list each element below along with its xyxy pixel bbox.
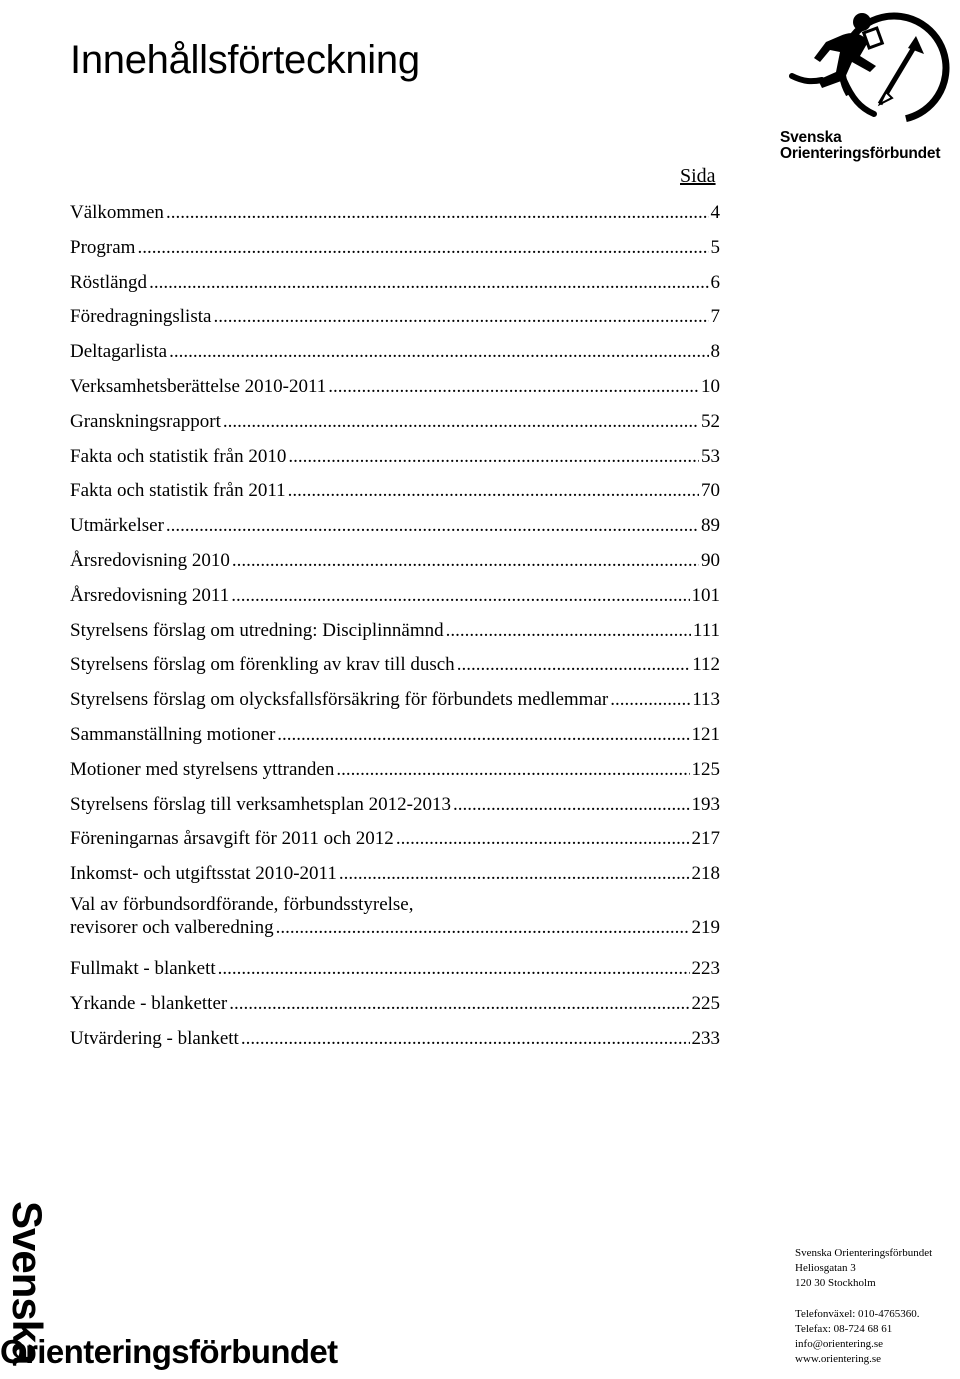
toc-page-number: 125 — [691, 758, 720, 780]
footer-wordmark — [0, 1185, 400, 1375]
toc-label: Verksamhetsberättelse 2010-2011 — [70, 375, 327, 397]
toc-label: Fakta och statistik från 2011 — [70, 480, 286, 502]
toc-label: Fullmakt - blankett — [70, 957, 216, 979]
toc-entry[interactable] — [70, 892, 720, 952]
dot-leader — [218, 952, 690, 987]
toc-page-number: 10 — [701, 375, 720, 397]
toc-page-number: 70 — [701, 480, 720, 502]
toc-label: Program — [70, 236, 136, 258]
dot-leader — [328, 370, 699, 405]
toc-label: Välkommen — [70, 202, 164, 223]
toc-entry[interactable] — [70, 579, 720, 614]
address-spacer — [795, 1291, 955, 1307]
toc-page-number: 6 — [710, 271, 720, 293]
brand-name — [780, 130, 955, 162]
dot-leader — [137, 231, 708, 266]
toc-label: Föreningarnas årsavgift för 2011 och 2012 — [70, 828, 394, 850]
toc-entry[interactable] — [70, 266, 720, 301]
dot-leader — [610, 683, 690, 718]
toc-entry[interactable] — [70, 614, 720, 649]
toc-page-number: 53 — [701, 445, 720, 467]
toc-label: Styrelsens förslag om olycksfallsförsäkring för förbundets medlemmar — [70, 689, 609, 711]
toc-page-number: 8 — [710, 341, 720, 363]
toc-page-number: 7 — [710, 306, 720, 328]
toc-entry[interactable] — [70, 335, 720, 370]
address-fax: Telefax: 08-724 68 61 — [795, 1323, 893, 1335]
toc-entry[interactable] — [70, 1022, 720, 1057]
toc-entry[interactable] — [70, 300, 720, 335]
toc-page-number: 113 — [692, 689, 720, 711]
contact-address — [795, 1246, 955, 1367]
dot-leader — [241, 1022, 690, 1057]
dot-leader — [288, 474, 699, 509]
toc-label: Styrelsens förslag till verksamhetsplan 2012-2013 — [70, 793, 451, 815]
brand-line-2: Orienteringsförbundet — [780, 145, 941, 162]
toc-page-number: 218 — [691, 863, 720, 885]
toc-page-number: 90 — [701, 549, 720, 571]
dot-leader — [396, 822, 690, 857]
toc-entry[interactable] — [70, 370, 720, 405]
dot-leader — [231, 579, 689, 614]
dot-leader — [457, 648, 691, 683]
toc-entry[interactable] — [70, 440, 720, 475]
address-email[interactable]: info@orientering.se — [795, 1338, 884, 1350]
toc-page-number: 217 — [691, 828, 720, 850]
toc-entry[interactable] — [70, 822, 720, 857]
toc-entry[interactable] — [70, 987, 720, 1022]
toc-label: Röstlängd — [70, 271, 148, 293]
dot-leader — [232, 544, 699, 579]
wordmark-vertical: Svenska — [4, 1201, 51, 1365]
toc-entry[interactable] — [70, 509, 720, 544]
toc-page-number: 5 — [710, 236, 720, 258]
dot-leader — [223, 405, 699, 440]
dot-leader — [166, 509, 699, 544]
toc-entry[interactable] — [70, 788, 720, 823]
address-org: Svenska Orienteringsförbundet — [795, 1247, 933, 1259]
toc-page-number: 193 — [691, 793, 720, 815]
page-title: Innehållsförteckning — [70, 38, 420, 82]
toc-entry[interactable] — [70, 952, 720, 987]
toc-entry[interactable] — [70, 544, 720, 579]
toc-label: Föredragningslista — [70, 306, 212, 328]
toc-label: Granskningsrapport — [70, 410, 221, 432]
dot-leader — [277, 718, 689, 753]
toc-label: Styrelsens förslag om utredning: Disciplinnämnd — [70, 619, 444, 641]
address-web[interactable]: www.orientering.se — [795, 1353, 882, 1365]
toc-entry[interactable] — [70, 474, 720, 509]
toc-label: Sammanställning motioner — [70, 723, 276, 745]
dot-leader — [336, 753, 689, 788]
dot-leader — [276, 916, 690, 939]
toc-label: Fakta och statistik från 2010 — [70, 445, 287, 467]
toc-label: Deltagarlista — [70, 341, 168, 363]
toc-label: Inkomst- och utgiftsstat 2010-2011 — [70, 863, 337, 885]
toc-page-number: 233 — [691, 1027, 720, 1049]
dot-leader — [339, 857, 690, 892]
table-of-contents — [70, 196, 720, 1056]
toc-label: Motioner med styrelsens yttranden — [70, 758, 335, 780]
wordmark-horizontal: Orienteringsförbundet — [0, 1333, 338, 1370]
toc-page-number: 225 — [691, 992, 720, 1014]
toc-page-number: 4 — [710, 202, 720, 223]
toc-entry[interactable] — [70, 231, 720, 266]
address-city: 120 30 Stockholm — [795, 1277, 876, 1289]
toc-label: Val av förbundsordförande, förbundsstyrelse, — [70, 893, 414, 915]
toc-page-number: 121 — [691, 723, 720, 745]
toc-label: Utvärdering - blankett — [70, 1027, 239, 1049]
toc-page-number: 223 — [691, 957, 720, 979]
toc-page-number: 112 — [692, 654, 720, 676]
toc-label-continued: revisorer och valberedning — [70, 916, 274, 938]
address-phone: Telefonväxel: 010-4765360. — [795, 1308, 920, 1320]
dot-leader — [166, 196, 709, 231]
toc-entry[interactable] — [70, 857, 720, 892]
dot-leader — [169, 335, 708, 370]
toc-page-number: 101 — [691, 584, 720, 606]
dot-leader — [453, 788, 690, 823]
dot-leader — [446, 614, 691, 649]
toc-page-number: 89 — [701, 515, 720, 537]
toc-label: Yrkande - blanketter — [70, 992, 228, 1014]
toc-page-number: 111 — [692, 619, 720, 641]
toc-entry[interactable] — [70, 683, 720, 718]
toc-entry[interactable] — [70, 196, 720, 231]
address-street: Heliosgatan 3 — [795, 1262, 856, 1274]
toc-label: Styrelsens förslag om förenkling av krav till dusch — [70, 654, 455, 676]
page-column-header: Sida — [680, 165, 716, 187]
orienteer-emblem-icon — [782, 8, 954, 128]
toc-entry[interactable] — [70, 648, 720, 683]
dot-leader — [213, 300, 708, 335]
dot-leader — [288, 440, 699, 475]
toc-label: Årsredovisning 2010 — [70, 549, 230, 571]
toc-page-number: 52 — [701, 410, 720, 432]
toc-label: Årsredovisning 2011 — [70, 584, 230, 606]
brand-line-1: Svenska — [780, 129, 842, 146]
toc-entry[interactable] — [70, 405, 720, 440]
toc-page-number: 219 — [691, 916, 720, 938]
toc-label: Utmärkelser — [70, 515, 164, 537]
dot-leader — [149, 266, 708, 301]
toc-entry[interactable] — [70, 753, 720, 788]
toc-entry[interactable] — [70, 718, 720, 753]
federation-logo — [780, 8, 955, 162]
dot-leader — [229, 987, 689, 1022]
